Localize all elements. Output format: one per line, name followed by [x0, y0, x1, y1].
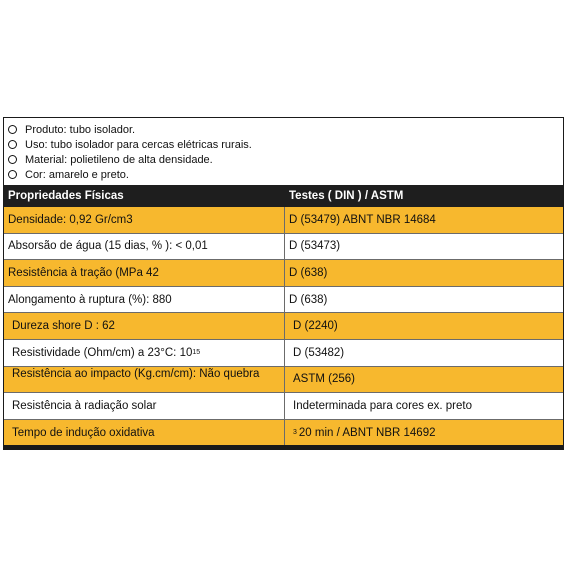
color-info-item	[8, 167, 563, 182]
test-cell: D (53473)	[289, 240, 341, 253]
property-cell: Resistência à radiação solar	[4, 393, 285, 419]
property-cell: Alongamento à ruptura (%): 880	[4, 287, 285, 313]
superscript-mark: 3	[293, 429, 297, 437]
property-text: Resistividade (Ohm/cm) a 23°C: 10	[12, 346, 193, 359]
bullet-circle-icon	[8, 155, 17, 164]
table-row	[4, 340, 563, 367]
table-row	[4, 260, 563, 287]
header-tests: Testes ( DIN ) / ASTM	[289, 190, 404, 202]
color-info-text: Cor: amarelo e preto.	[25, 168, 129, 181]
test-text: 20 min / ABNT NBR 14692	[298, 426, 436, 439]
test-cell: D (638)	[289, 266, 328, 279]
table-row	[4, 287, 563, 314]
test-cell: Indeterminada para cores ex. preto	[293, 399, 472, 412]
header-properties: Propriedades Físicas	[8, 190, 124, 202]
property-cell	[4, 340, 285, 366]
usage-info-item	[8, 137, 563, 152]
test-cell	[285, 420, 563, 446]
properties-table	[4, 207, 563, 445]
table-row	[4, 234, 563, 261]
bullet-circle-icon	[8, 170, 17, 179]
bullet-circle-icon	[8, 140, 17, 149]
property-cell: Resistência à tração (MPa 42	[4, 260, 285, 286]
property-cell: Dureza shore D : 62	[4, 313, 285, 339]
property-cell: Densidade: 0,92 Gr/cm3	[4, 207, 285, 233]
product-info-text: Produto: tubo isolador.	[25, 123, 136, 136]
test-cell: D (638)	[289, 293, 328, 306]
material-info-item	[8, 152, 563, 167]
table-row	[4, 367, 563, 394]
property-cell: Absorsão de água (15 dias, % ): < 0,01	[4, 234, 285, 260]
test-cell: ASTM (256)	[293, 373, 355, 386]
usage-info-text: Uso: tubo isolador para cercas elétricas rurais.	[25, 138, 252, 151]
table-row	[4, 393, 563, 420]
product-info-item	[8, 122, 563, 137]
exponent-text: 15	[192, 349, 201, 357]
table-row	[4, 313, 563, 340]
table-row	[4, 420, 563, 446]
test-cell: D (2240)	[293, 320, 338, 333]
test-cell: D (53479) ABNT NBR 14684	[289, 213, 436, 226]
property-cell: Tempo de indução oxidativa	[4, 420, 285, 446]
table-header	[4, 185, 563, 207]
product-info-list	[4, 118, 563, 185]
spec-sheet	[3, 117, 564, 450]
table-row	[4, 207, 563, 234]
test-cell: D (53482)	[293, 346, 345, 359]
material-info-text: Material: polietileno de alta densidade.	[25, 153, 213, 166]
bullet-circle-icon	[8, 125, 17, 134]
property-cell: Resistência ao impacto (Kg.cm/cm): Não quebra	[4, 367, 285, 393]
